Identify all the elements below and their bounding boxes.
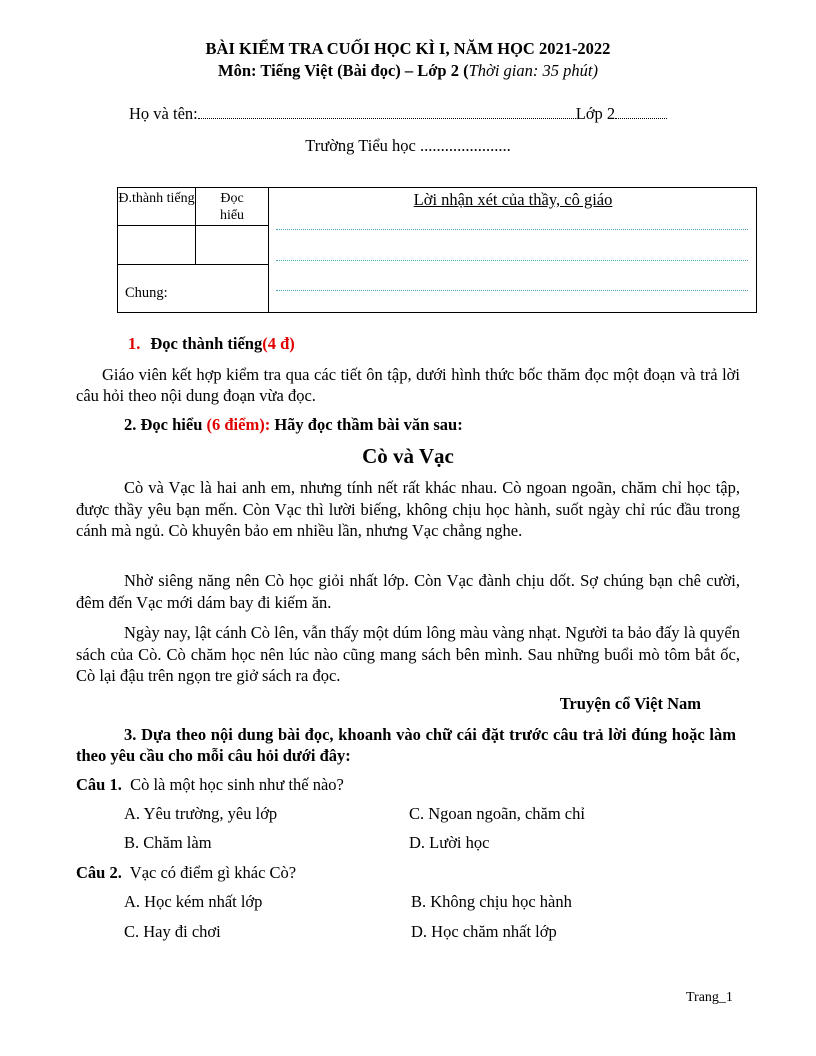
reading-aloud-score-cell[interactable] [118,226,195,264]
section1-points: (4 đ) [262,334,295,353]
page-number: Trang_1 [686,990,733,1005]
name-label: Họ và tên: [129,104,198,123]
story-source: Truyện cổ Việt Nam [559,694,701,713]
comment-line[interactable] [276,260,748,261]
reading-comprehension-header: Đọc hiểu [219,191,245,223]
time-limit: Thời gian: 35 phút) [468,61,598,80]
table-divider [118,264,268,265]
question-2 [76,863,296,883]
section2-points: (6 điểm): [206,415,271,434]
comment-line[interactable] [276,229,748,230]
question-1 [76,775,344,795]
question-text: Cò là một học sinh như thế nào? [130,775,344,794]
section2-label: 2. Đọc hiểu [124,415,207,434]
answer-option[interactable]: C. Hay đi chơi [124,922,221,941]
section1-number: 1. [128,334,141,353]
section1-heading [128,334,295,354]
reading-aloud-header: Đ.thành tiếng [118,191,195,206]
school-line: Trường Tiểu học ...................... [305,136,511,155]
question-label: Câu 1. [76,775,122,794]
story-paragraph: Ngày nay, lật cánh Cò lên, vẫn thấy một dúm lông màu vàng nhạt. Người ta bảo đấy là quyển sách của Cò. Cò chăm học nên lúc nào cũng mang sách bên mình. Sau những buổi mò tôm bắt ốc, Cò lại đậu trên ngọn tre giở sách ra đọc. [76,623,740,685]
story-title: Cò và Vạc [362,444,454,468]
answer-option[interactable]: A. Yêu trường, yêu lớp [124,804,278,823]
section1-title: Đọc thành tiếng [150,334,263,353]
exam-title: BÀI KIỂM TRA CUỐI HỌC KÌ I, NĂM HỌC 2021-2022 [205,39,611,58]
question-label: Câu 2. [76,863,122,882]
answer-option[interactable]: D. Lười học [409,833,490,852]
score-table [117,187,757,313]
class-blank[interactable] [615,106,667,119]
answer-option[interactable]: B. Chăm làm [124,833,212,852]
question-text: Vạc có điểm gì khác Cò? [129,863,297,882]
subject-text: Môn: Tiếng Việt (Bài đọc) – Lớp 2 ( [218,61,469,80]
answer-option[interactable]: B. Không chịu học hành [411,892,572,911]
name-blank[interactable] [198,106,576,119]
section1-body: Giáo viên kết hợp kiểm tra qua các tiết ôn tập, dưới hình thức bốc thăm đọc một đoạn và trả lời câu hỏi theo nội dung đoạn vừa đọc. [76,365,740,405]
reading-comprehension-score-cell[interactable] [196,226,268,264]
story-paragraph: Nhờ siêng năng nên Cò học giỏi nhất lớp. Còn Vạc đành chịu dốt. Sợ chúng bạn chê cười, đêm đến Vạc mới dám bay đi kiếm ăn. [76,571,740,612]
answer-option[interactable]: D. Học chăm nhất lớp [411,922,557,941]
teacher-comment-header: Lời nhận xét của thầy, cô giáo [413,190,613,209]
exam-subject [0,61,816,81]
comment-line[interactable] [276,290,748,291]
total-score-label: Chung: [125,285,168,301]
class-label: Lớp 2 [575,104,616,123]
student-name-line [129,104,667,124]
answer-option[interactable]: A. Học kém nhất lớp [124,892,263,911]
section2-instruction: Hãy đọc thầm bài văn sau: [270,415,463,434]
section2-heading [124,415,463,435]
story-paragraph: Cò và Vạc là hai anh em, nhưng tính nết rất khác nhau. Cò ngoan ngoãn, chăm chỉ học tập, được thầy yêu bạn mến. Còn Vạc thì lười biếng, không chịu học hành, suốt ngày chỉ rúc đầu trong cánh mà ngủ. Cò khuyên bảo em nhiều lần, nhưng Vạc chẳng nghe. [76,478,740,540]
answer-option[interactable]: C. Ngoan ngoãn, chăm chỉ [409,804,585,823]
section3-instruction: 3. Dựa theo nội dung bài đọc, khoanh vào chữ cái đặt trước câu trả lời đúng hoặc làm theo yêu cầu cho mỗi câu hỏi dưới đây: [76,725,736,765]
